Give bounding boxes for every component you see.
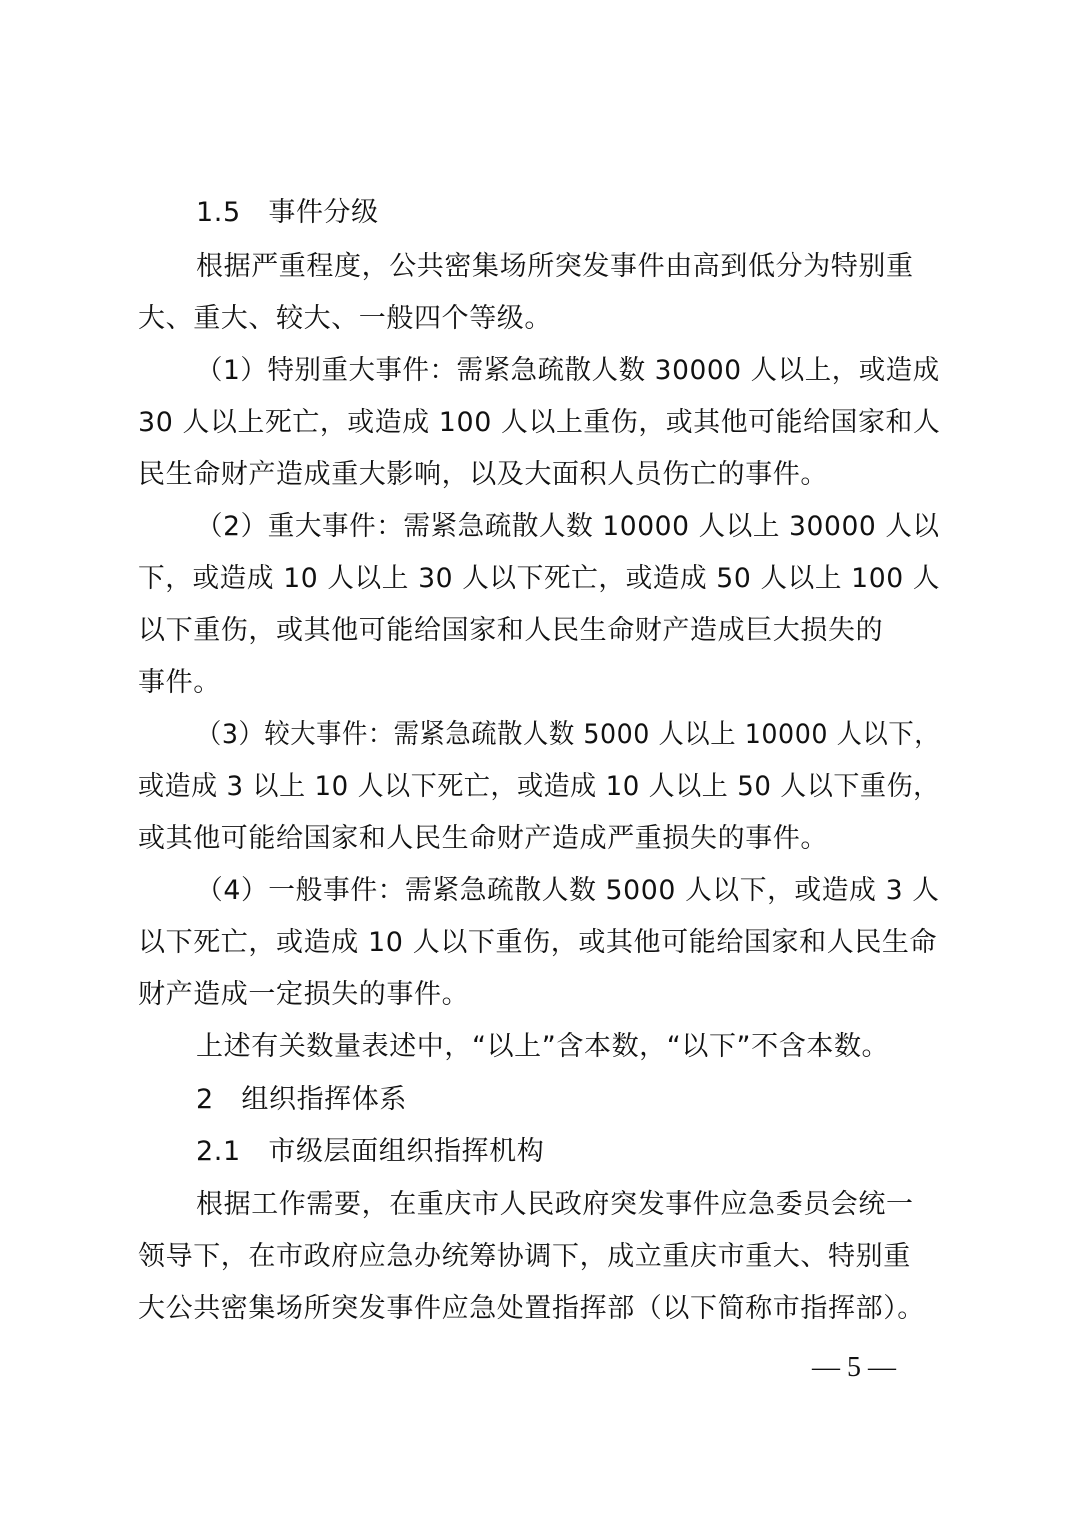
page-number: — 5 — — [812, 1352, 896, 1383]
section-heading-2: 2 组织指挥体系 — [196, 1084, 407, 1115]
paragraph-line: 上述有关数量表述中，“以上”含本数，“以下”不含本数。 — [196, 1031, 890, 1062]
paragraph-line: （4）一般事件：需紧急疏散人数 5000 人以下，或造成 3 人 — [196, 875, 940, 906]
paragraph-line: 或造成 3 以上 10 人以下死亡，或造成 10 人以上 50 人以下重伤， — [138, 771, 940, 802]
paragraph-line: 根据严重程度，公共密集场所突发事件由高到低分为特别重 — [196, 251, 914, 282]
paragraph-line: （3）较大事件：需紧急疏散人数 5000 人以上 10000 人以下， — [196, 719, 941, 750]
paragraph-line: 根据工作需要，在重庆市人民政府突发事件应急委员会统一 — [196, 1189, 914, 1220]
paragraph-line: 财产造成一定损失的事件。 — [138, 979, 470, 1010]
paragraph-line: 以下死亡，或造成 10 人以下重伤，或其他可能给国家和人民生命 — [138, 927, 938, 958]
section-heading-1-5: 1.5 事件分级 — [196, 197, 379, 228]
section-heading-2-1: 2.1 市级层面组织指挥机构 — [196, 1136, 545, 1167]
paragraph-line: 民生命财产造成重大影响，以及大面积人员伤亡的事件。 — [138, 459, 828, 490]
paragraph-line: 事件。 — [138, 667, 221, 698]
paragraph-line: 或其他可能给国家和人民生命财产造成严重损失的事件。 — [138, 823, 828, 854]
paragraph-line: 大、重大、较大、一般四个等级。 — [138, 303, 552, 334]
paragraph-line: 以下重伤，或其他可能给国家和人民生命财产造成巨大损失的 — [138, 615, 884, 646]
paragraph-line: （1）特别重大事件：需紧急疏散人数 30000 人以上，或造成 — [196, 355, 940, 386]
paragraph-line: （2）重大事件：需紧急疏散人数 10000 人以上 30000 人以 — [196, 511, 940, 542]
paragraph-line: 领导下，在市政府应急办统筹协调下，成立重庆市重大、特别重 — [138, 1241, 911, 1272]
paragraph-line: 30 人以上死亡，或造成 100 人以上重伤，或其他可能给国家和人 — [138, 407, 941, 438]
paragraph-line: 大公共密集场所突发事件应急处置指挥部（以下简称市指挥部）。 — [138, 1293, 925, 1324]
paragraph-line: 下，或造成 10 人以上 30 人以下死亡，或造成 50 人以上 100 人 — [138, 563, 941, 594]
